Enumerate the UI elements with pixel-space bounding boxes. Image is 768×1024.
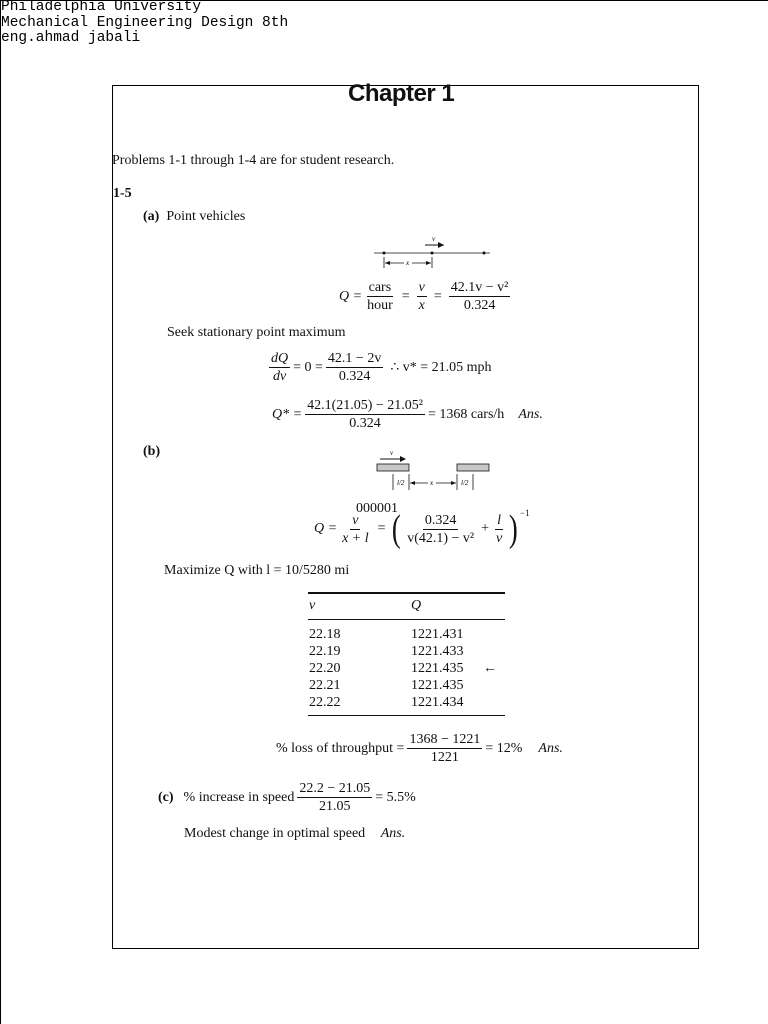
part-c-label: (c) [158, 789, 174, 805]
frac-den: 21.05 [319, 799, 351, 814]
speed-increase-equation [158, 781, 416, 814]
derivative-mid: = 0 = [293, 359, 323, 375]
maximize-text: Maximize Q with l = 10/5280 mi [164, 563, 350, 578]
frac-num: v [418, 280, 425, 295]
cell-mark [483, 694, 503, 711]
header-author: eng.ahmad jabali [1, 30, 141, 47]
vehicle-length-diagram [370, 448, 495, 494]
max-flow-equation [272, 398, 543, 431]
table-row [308, 643, 505, 660]
frac-den: x + l [342, 530, 369, 546]
cell-q: 1221.433 [411, 644, 464, 659]
frac-num: 0.324 [424, 512, 457, 528]
frac-num: dQ [271, 351, 289, 366]
cell-q: 1221.431 [411, 627, 464, 642]
cell-v: 22.20 [309, 661, 341, 676]
frac-den: 0.324 [338, 369, 371, 384]
conclusion-line [184, 826, 405, 842]
diagram-b-x-label: x [430, 479, 434, 487]
frac-den: 0.324 [349, 416, 381, 431]
cars-per-hour-fraction [365, 280, 395, 313]
frac-num: 42.1(21.05) − 21.05² [307, 398, 423, 413]
modest-change-text: Modest change in optimal speed [184, 826, 366, 841]
frac-den: 0.324 [463, 298, 496, 313]
header-course: Mechanical Engineering Design 8th [1, 14, 289, 31]
cell-mark [483, 626, 503, 643]
frac-num: 42.1v − v² [450, 280, 509, 295]
cell-q: 1221.435 [411, 661, 464, 676]
flow-equation: Q = $\frac{\text{cars}}{\text{hour}}$ = $\frac{v}{x}$ = $\frac{\text{42.1v − v²}}{0.324}$ [339, 280, 509, 313]
v-over-x-fraction [417, 280, 427, 313]
column-header-q: Q [411, 598, 422, 613]
speed-increase-text: % increase in speed [183, 789, 295, 805]
frac-den: v(42.1) − v² [407, 530, 475, 546]
table-header-row [308, 594, 505, 619]
cell-v: 22.21 [309, 678, 341, 693]
part-a-label: (a) [143, 209, 160, 224]
diagram-b-v-label: v [390, 449, 394, 457]
frac-num: 42.1 − 2v [327, 351, 382, 366]
chapter-title: Chapter 1 [348, 80, 455, 107]
frac-den: dv [272, 369, 287, 384]
optimal-speed-result: ∴ v* = 21.05 mph [390, 360, 492, 375]
loss-fraction [407, 732, 482, 765]
dq-dv-fraction [269, 351, 290, 384]
frac-den: x [418, 298, 425, 313]
cell-mark [483, 677, 503, 694]
diagram-a-v-label: v [432, 235, 436, 243]
diagram-half-length-right: l/2 [461, 479, 469, 487]
frac-num: 22.2 − 21.05 [299, 781, 371, 796]
frac-num: cars [368, 280, 392, 295]
speed-increase-fraction [297, 781, 372, 814]
answer-marker: Ans. [538, 740, 563, 756]
v-over-x-plus-l-fraction [340, 513, 371, 546]
point-vehicles-diagram [370, 233, 495, 269]
exponent: −1 [519, 508, 530, 518]
table-row [308, 694, 505, 711]
cell-q: 1221.434 [411, 695, 464, 710]
max-flow-result: = 1368 cars/h [427, 406, 505, 422]
answer-marker: Ans. [380, 826, 406, 841]
header-university: Philadelphia University [1, 0, 202, 15]
frac-num: l [497, 512, 502, 528]
cell-mark [483, 643, 503, 660]
flow-expression-fraction [449, 280, 511, 313]
speed-increase-result: = 5.5% [375, 789, 416, 805]
frac-num: v [352, 512, 359, 528]
part-a-heading [143, 209, 245, 225]
intro-text: Problems 1-1 through 1-4 are for student research. [112, 153, 395, 168]
frac-num: 1368 − 1221 [409, 732, 481, 747]
length-flow-equation: Q = $\frac{v}{x + l}$ = ( $\frac{0.324}{\text{v(42.1) − v²}}$ + $\frac{l}{v}$ ) −1 [314, 508, 530, 550]
speed-flow-table [308, 592, 505, 716]
right-paren: ) [509, 508, 518, 550]
part-a-title: Point vehicles [166, 209, 246, 224]
qstar-lhs: Q* = [272, 406, 303, 422]
problem-number: 1-5 [113, 186, 132, 201]
answer-marker: Ans. [518, 406, 543, 422]
table-header-rule [308, 619, 505, 620]
part-b-label: (b) [143, 444, 161, 459]
max-arrow-mark: ← [483, 661, 497, 676]
cell-v: 22.18 [309, 627, 341, 642]
flow-lhs: Q = [339, 288, 363, 304]
left-paren: ( [391, 508, 401, 550]
overlay-text: 000001 [356, 501, 398, 516]
cell-v: 22.19 [309, 644, 341, 659]
document-header [1, 0, 288, 47]
cell-q: 1221.435 [411, 678, 464, 693]
frac-den: hour [367, 298, 393, 313]
cell-v: 22.22 [309, 695, 341, 710]
derivative-equation [266, 351, 492, 384]
diagram-half-length-left: l/2 [397, 479, 405, 487]
loss-lhs: % loss of throughput = [276, 740, 405, 756]
frac-den: v [496, 530, 503, 546]
table-row [308, 677, 505, 694]
page-left-rule [0, 0, 1, 1024]
loss-result: = 12% [485, 740, 523, 756]
column-header-v: v [309, 598, 316, 613]
table-row [308, 626, 505, 643]
inner-fraction [405, 513, 476, 546]
throughput-loss-equation [276, 732, 563, 765]
derivative-fraction [326, 351, 383, 384]
flow-lhs: Q = [314, 521, 338, 536]
seek-text: Seek stationary point maximum [167, 325, 346, 340]
diagram-a-x-label: x [406, 259, 410, 267]
table-bottom-rule [308, 715, 505, 716]
table-row [308, 660, 505, 677]
frac-den: 1221 [430, 750, 459, 765]
max-flow-fraction [305, 398, 425, 431]
l-over-v-fraction [494, 513, 504, 546]
